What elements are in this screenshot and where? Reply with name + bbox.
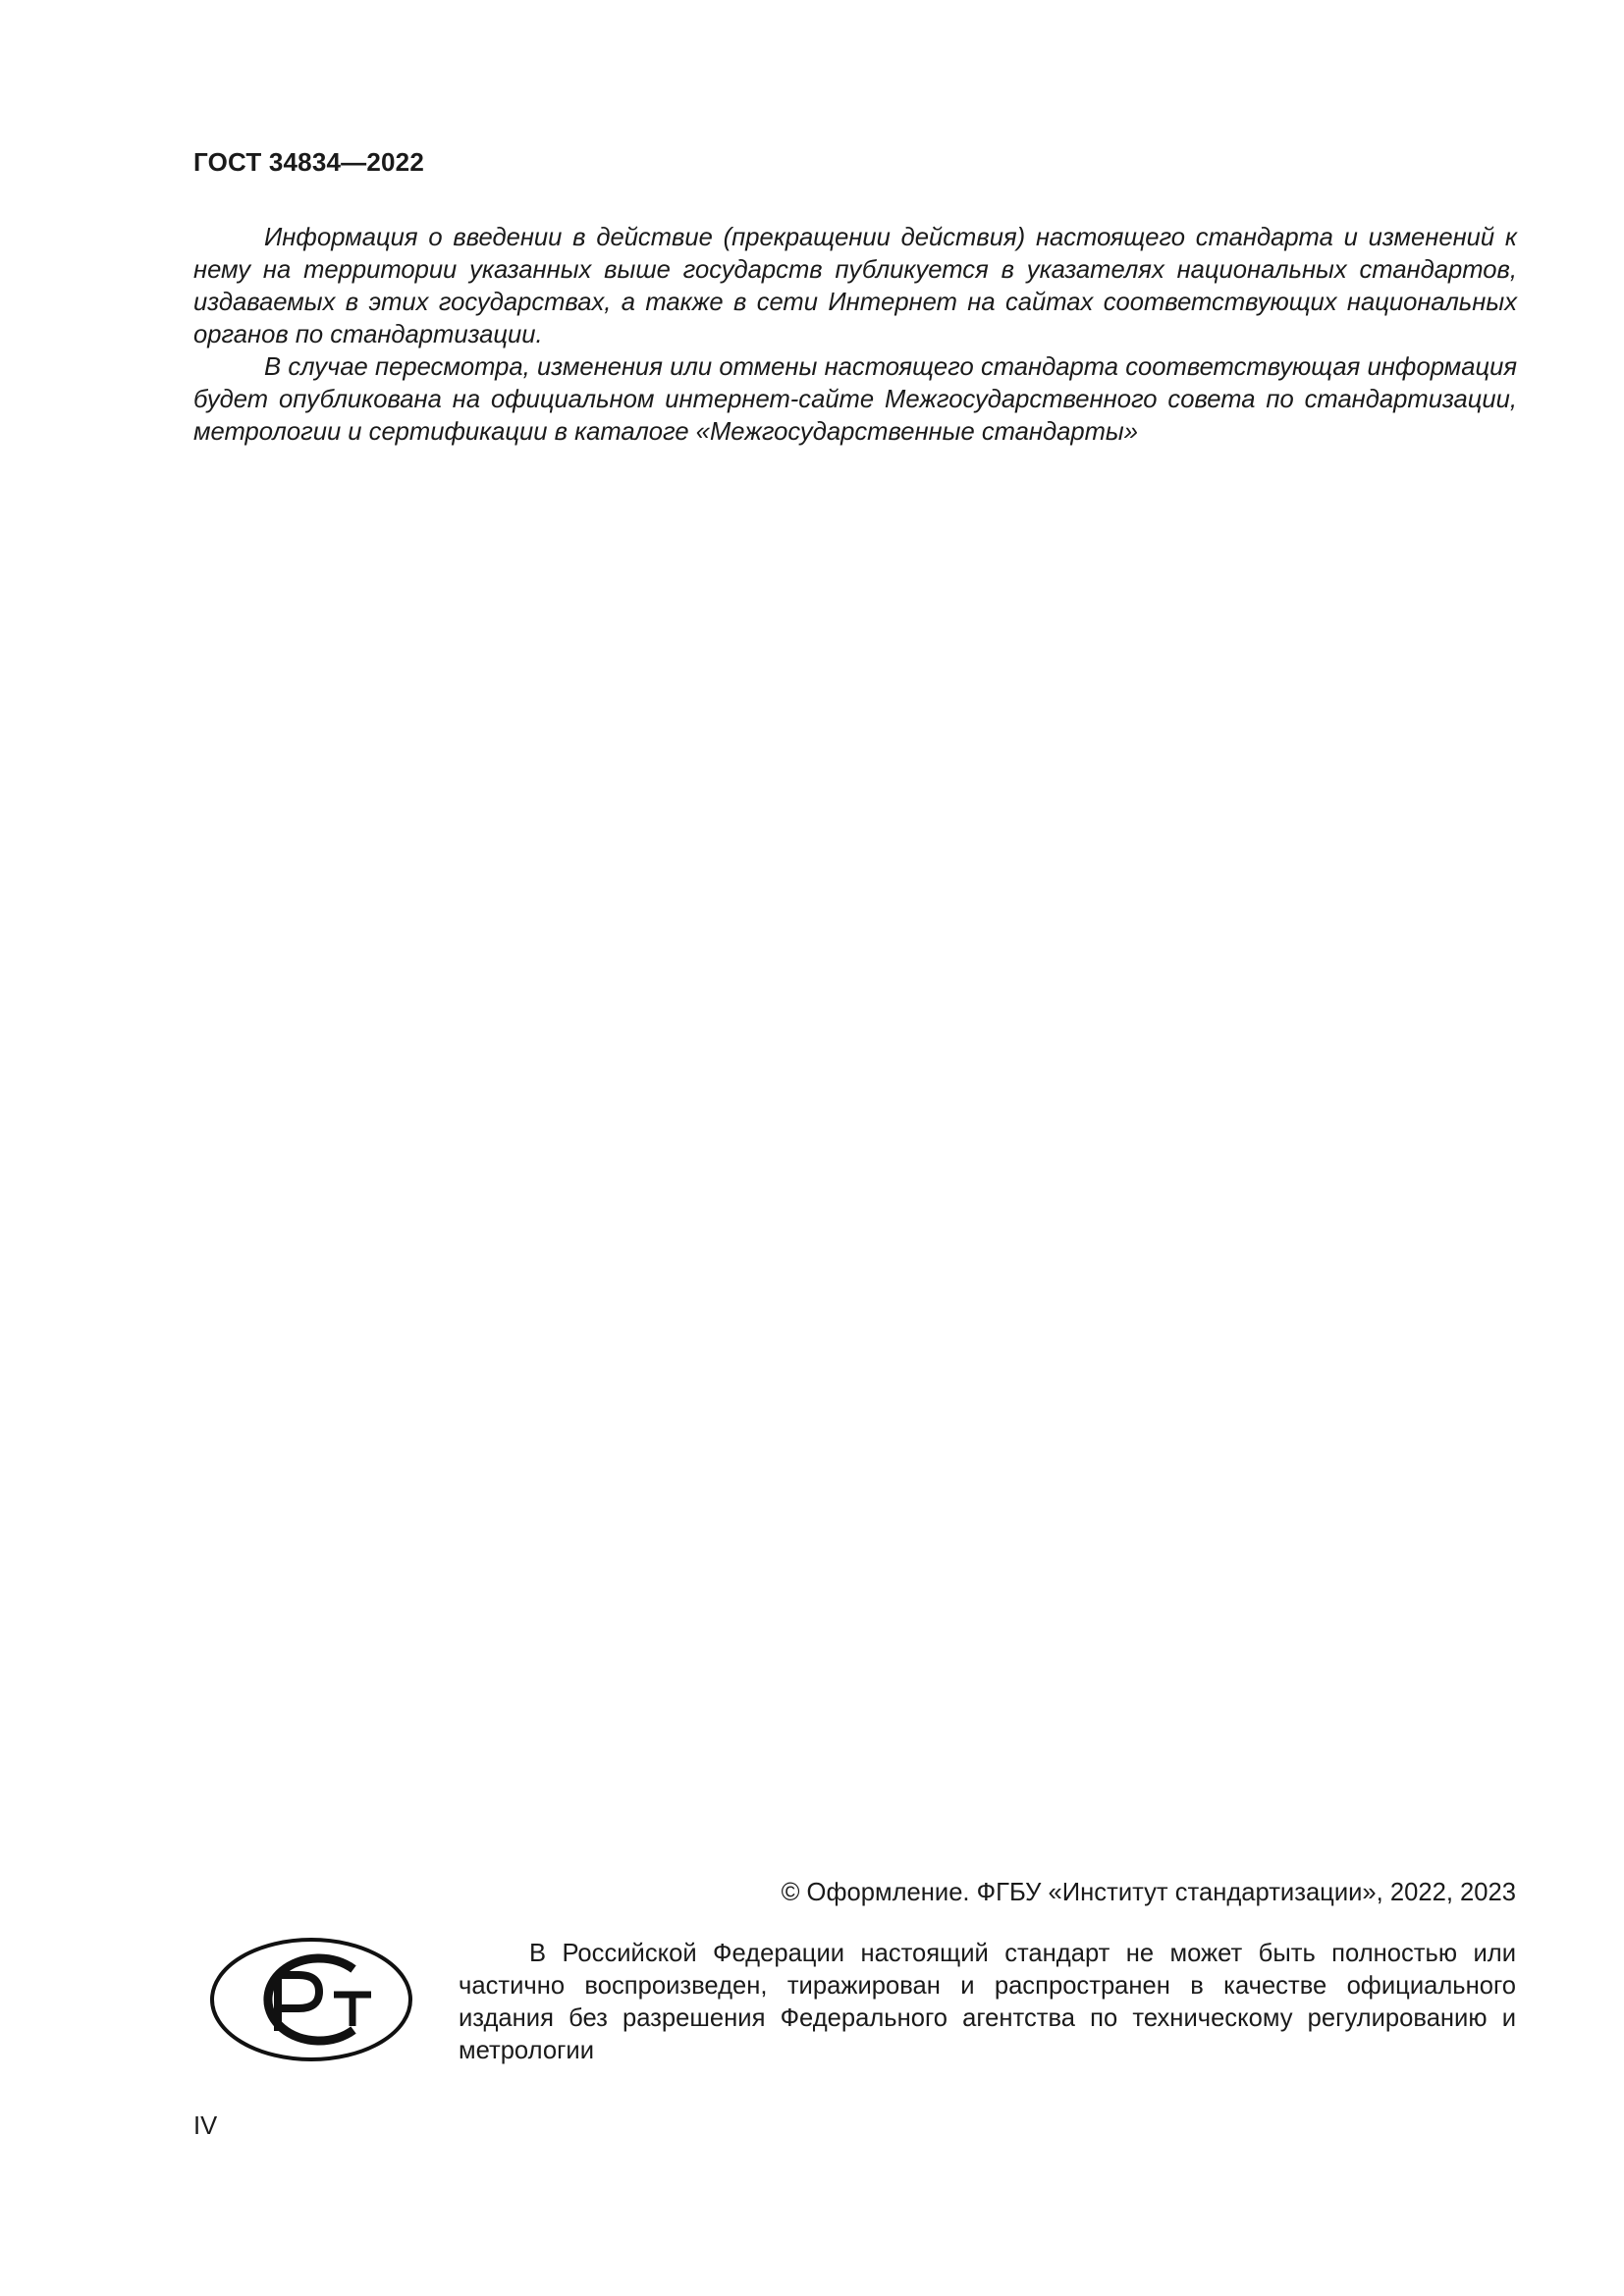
copyright-notice — [459, 1938, 1516, 2067]
notice-text: В Российской Федерации настоящий стандарт не может быть полностью или частично воспроизведен, тиражирован и распространен в качестве официального издания без разрешения Федерального агентства по техническому регулированию и метрологии — [459, 1940, 1516, 2064]
rst-gost-logo-icon — [208, 1936, 414, 2063]
paragraph-introduction-info: Информация о введении в действие (прекращении действия) настоящего стандарта и изменений к нему на территории указанных выше государств публикуется в указателях национальных стандартов, издаваемых в этих государствах, а также в сети Интернет на сайтах соответствующих национальных органов по стандартизации. — [193, 224, 1517, 348]
page-number: IV — [193, 2112, 218, 2140]
copyright-line: © Оформление. ФГБУ «Институт стандартизации», 2022, 2023 — [781, 1879, 1516, 1906]
paragraph-revision-info: В случае пересмотра, изменения или отмены настоящего стандарта соответствующая информация будет опубликована на официальном интернет-сайте Межгосударственного совета по стандартизации, метрологии и сертификации в каталоге «Межгосударственные стандарты» — [193, 353, 1517, 446]
body-text — [193, 222, 1517, 449]
document-header: ГОСТ 34834—2022 — [193, 147, 424, 177]
